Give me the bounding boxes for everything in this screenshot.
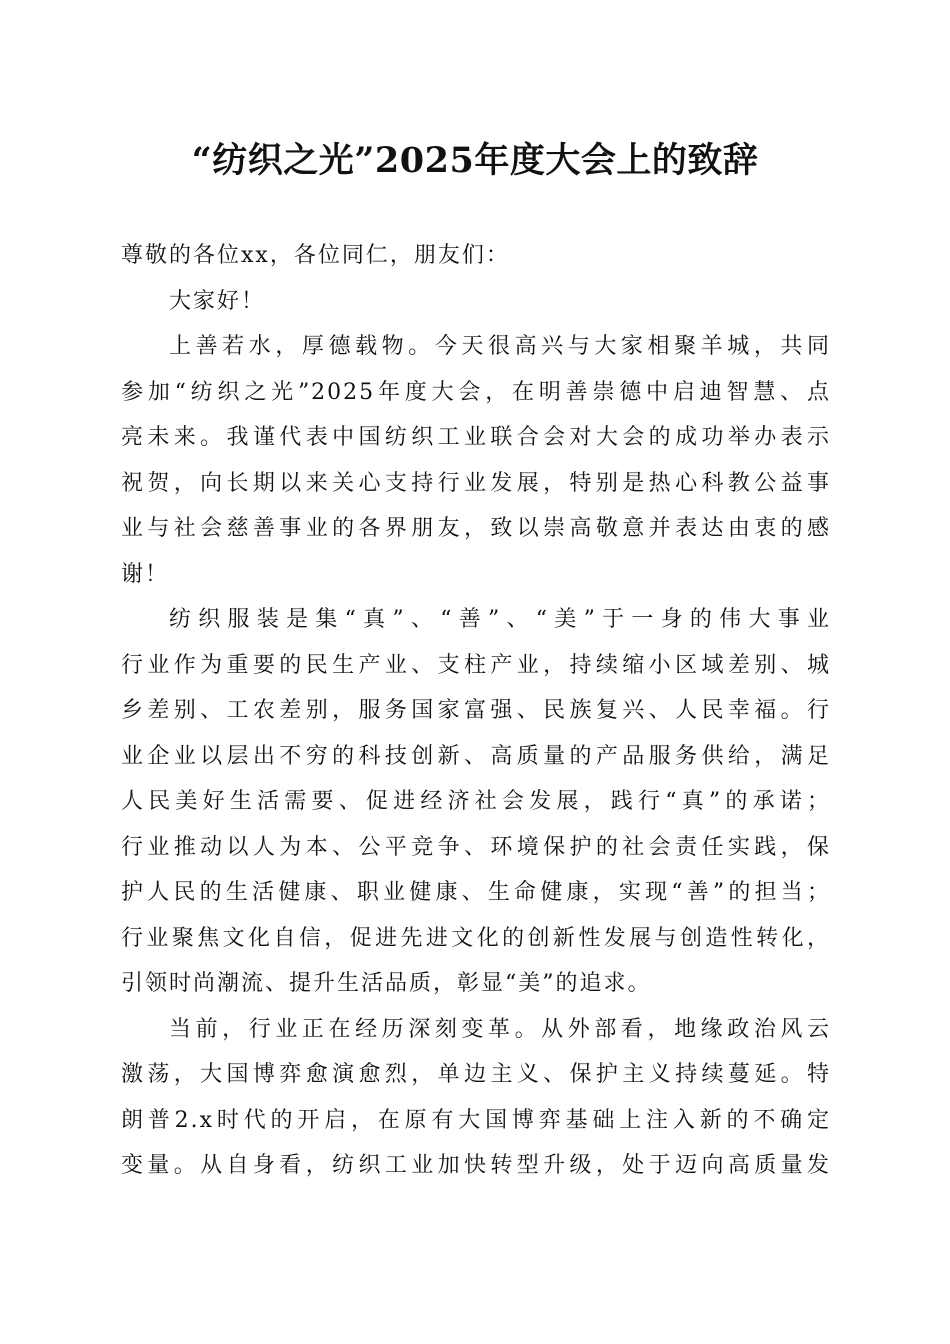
paragraph-line: 行业聚焦文化自信，促进先进文化的创新性发展与创造性转化， [121, 925, 831, 951]
paragraph-line: 纺织服装是集“真”、“善”、“美”于一身的伟大事业 [169, 607, 831, 632]
paragraph-line: 亮未来。我谨代表中国纺织工业联合会对大会的成功举办表示 [121, 425, 831, 450]
paragraph-line: 行业作为重要的民生产业、支柱产业，持续缩小区域差别、城 [121, 652, 831, 678]
salutation: 尊敬的各位xx，各位同仁，朋友们： [121, 243, 510, 268]
paragraph-line: 乡差别、工农差别，服务国家富强、民族复兴、人民幸福。行 [121, 698, 831, 723]
paragraph-line: 人民美好生活需要、促进经济社会发展，践行“真”的承诺； [121, 789, 831, 814]
greeting: 大家好！ [169, 288, 266, 314]
document-title: “纺织之光”2025年度大会上的致辞 [191, 140, 759, 181]
document-body [121, 233, 831, 1189]
paragraph-line: 行业推动以人为本、公平竞争、环境保护的社会责任实践，保 [121, 834, 831, 860]
paragraph-line: 当前，行业正在经历深刻变革。从外部看，地缘政治风云 [169, 1016, 831, 1042]
paragraph-line: 祝贺，向长期以来关心支持行业发展，特别是热心科教公益事 [121, 470, 831, 496]
paragraph-line: 业企业以层出不穷的科技创新、高质量的产品服务供给，满足 [121, 743, 831, 769]
paragraph-line: 朗普2.x时代的开启，在原有大国博弈基础上注入新的不确定 [121, 1107, 831, 1133]
paragraph-line: 变量。从自身看，纺织工业加快转型升级，处于迈向高质量发 [121, 1153, 831, 1178]
paragraph-line: 参加“纺织之光”2025年度大会，在明善崇德中启迪智慧、点 [121, 379, 831, 405]
paragraph-line: 谢！ [121, 561, 170, 587]
paragraph-line: 激荡，大国博弈愈演愈烈，单边主义、保护主义持续蔓延。特 [121, 1062, 831, 1087]
paragraph-line: 引领时尚潮流、提升生活品质，彰显“美”的追求。 [121, 971, 652, 996]
paragraph-line: 上善若水，厚德载物。今天很高兴与大家相聚羊城，共同 [169, 334, 831, 359]
paragraph-line: 业与社会慈善事业的各界朋友，致以崇高敬意并表达由衷的感 [121, 516, 831, 541]
paragraph-line: 护人民的生活健康、职业健康、生命健康，实现“善”的担当； [121, 880, 831, 905]
